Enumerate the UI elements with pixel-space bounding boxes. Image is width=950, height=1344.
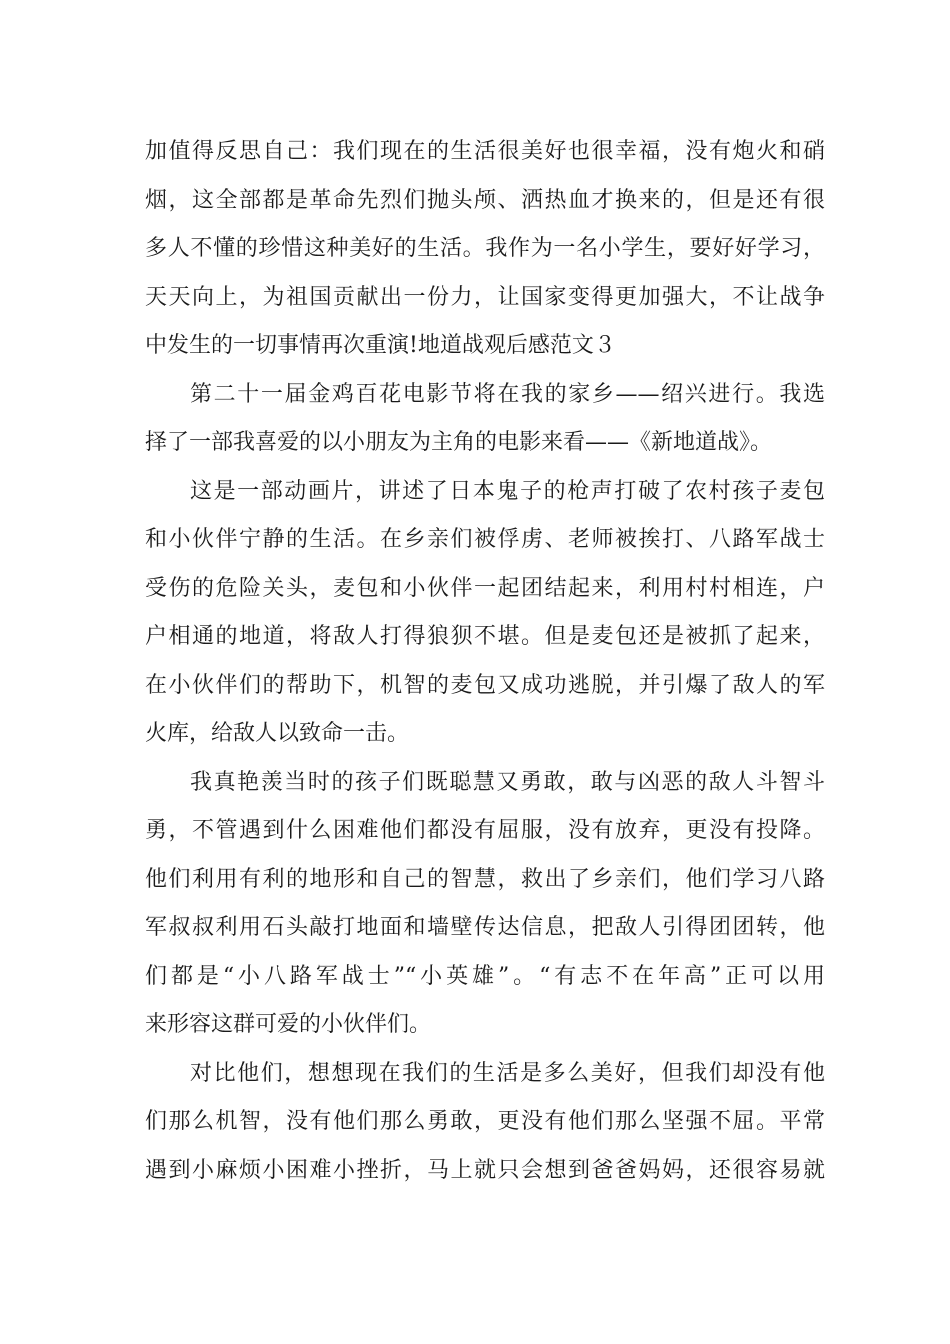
text-line: 择了一部我喜爱的以小朋友为主角的电影来看——《新地道战》。 <box>145 430 773 455</box>
text-line: 受伤的危险关头，麦包和小伙伴一起团结起来，利用村村相连，户 <box>145 575 825 601</box>
text-line: 勇，不管遇到什么困难他们都没有屈服，没有放弃，更没有投降。 <box>145 818 825 843</box>
text-line: 火库，给敌人以致命一击。 <box>145 721 410 746</box>
text-line: 天天向上，为祖国贡献出一份力，让国家变得更加强大，不让战争 <box>145 284 825 310</box>
text-line: 来形容这群可爱的小伙伴们。 <box>145 1012 432 1037</box>
text-line: 中发生的一切事情再次重演!地道战观后感范文３ <box>145 333 616 358</box>
text-line: 多人不懂的珍惜这种美好的生活。我作为一名小学生，要好好学习， <box>145 236 825 261</box>
text-line: 们都是“小八路军战士”“小英雄”。“有志不在年高”正可以用 <box>145 963 825 989</box>
text-line: 他们利用有利的地形和自己的智慧，救出了乡亲们，他们学习八路 <box>145 866 825 892</box>
text-line: 烟，这全部都是革命先烈们抛头颅、洒热血才换来的，但是还有很 <box>145 187 825 213</box>
text-line: 这是一部动画片，讲述了日本鬼子的枪声打破了农村孩子麦包 <box>190 478 825 504</box>
text-line: 和小伙伴宁静的生活。在乡亲们被俘虏、老师被挨打、八路军战士 <box>145 527 825 552</box>
text-line: 在小伙伴们的帮助下，机智的麦包又成功逃脱，并引爆了敌人的军 <box>145 672 825 698</box>
text-line: 们那么机智，没有他们那么勇敢，更没有他们那么坚强不屈。平常 <box>145 1109 825 1134</box>
paragraph-4 <box>145 759 825 1050</box>
paragraph-3 <box>145 468 825 759</box>
paragraph-1 <box>145 128 825 371</box>
paragraph-5 <box>145 1050 825 1196</box>
text-line: 对比他们，想想现在我们的生活是多么美好，但我们却没有他 <box>190 1060 825 1086</box>
text-line: 遇到小麻烦小困难小挫折，马上就只会想到爸爸妈妈，还很容易就 <box>145 1157 825 1183</box>
text-line: 户相通的地道，将敌人打得狼狈不堪。但是麦包还是被抓了起来， <box>145 624 825 649</box>
text-line: 加值得反思自己：我们现在的生活很美好也很幸福，没有炮火和硝 <box>145 139 825 164</box>
paragraph-2 <box>145 371 825 468</box>
text-line: 我真艳羡当时的孩子们既聪慧又勇敢，敢与凶恶的敌人斗智斗 <box>190 769 825 795</box>
text-line: 第二十一届金鸡百花电影节将在我的家乡——绍兴进行。我选 <box>190 381 825 407</box>
document-body <box>145 128 825 1195</box>
text-line: 军叔叔利用石头敲打地面和墙壁传达信息，把敌人引得团团转，他 <box>145 915 825 940</box>
